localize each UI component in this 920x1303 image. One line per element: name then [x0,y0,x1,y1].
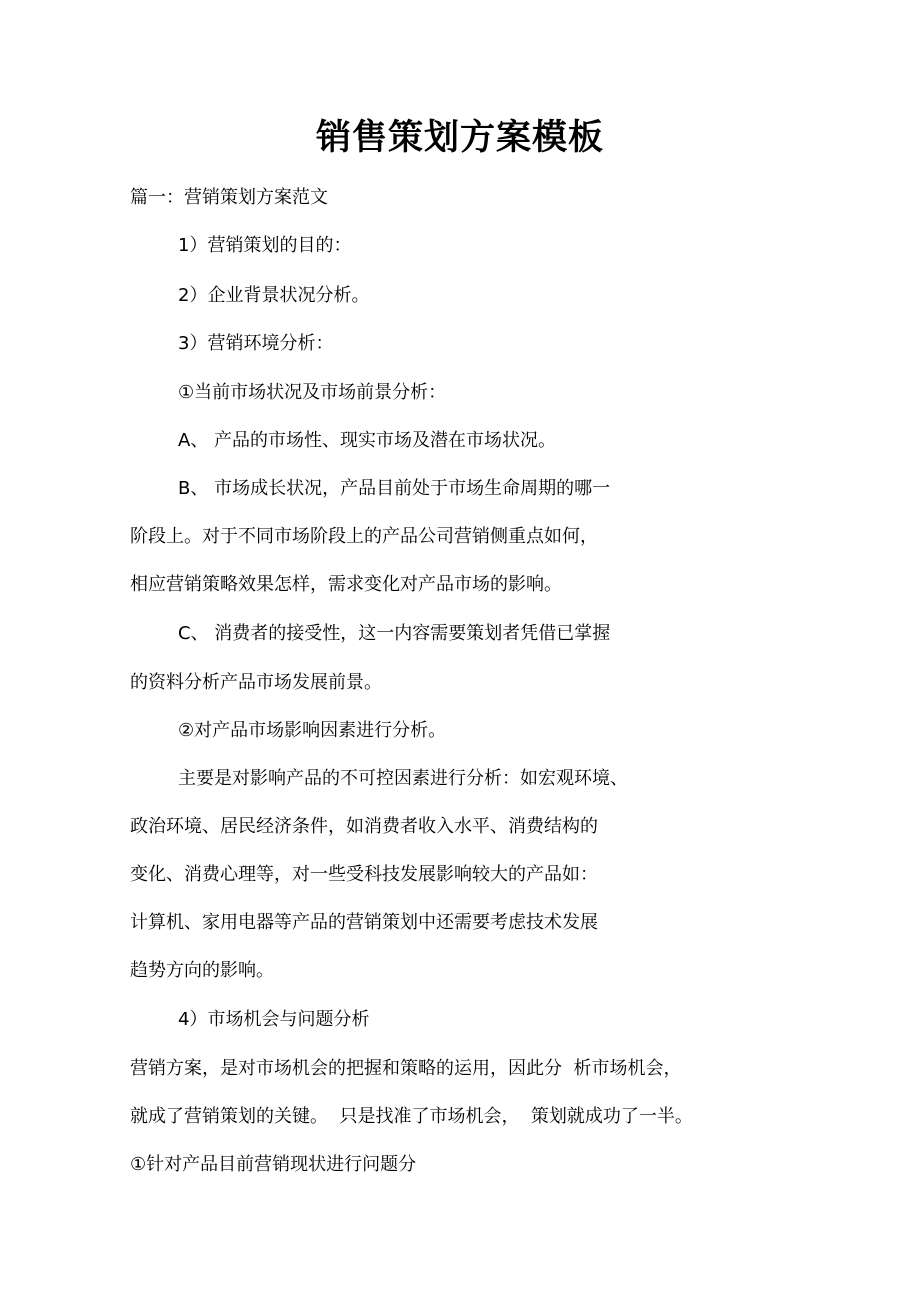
paragraph-line: 趋势方向的影响。 [130,960,274,981]
paragraph-line: ②对产品市场影响因素进行分析。 [178,720,447,741]
paragraph-line: ①当前市场状况及市场前景分析： [178,382,447,403]
paragraph-line: 计算机、家用电器等产品的营销策划中还需要考虑技术发展 [130,912,598,933]
document-title: 销售策划方案模板 [315,118,604,158]
paragraph-line: 政治环境、居民经济条件，如消费者收入水平、消费结构的 [130,816,598,837]
paragraph-line: 3）营销环境分析： [178,333,334,354]
paragraph-line: 就成了营销策划的关键。 只是找准了市场机会， 策划就成功了一半。 [130,1106,693,1127]
paragraph-line: 4）市场机会与问题分析 [178,1009,370,1030]
paragraph-line: 营销方案，是对市场机会的把握和策略的运用，因此分 析市场机会， [130,1058,682,1079]
paragraph-line: ①针对产品目前营销现状进行问题分 [130,1154,417,1175]
paragraph-line: 1）营销策划的目的： [178,235,352,256]
paragraph-line: 阶段上。对于不同市场阶段上的产品公司营销侧重点如何， [130,526,598,547]
paragraph-line: 2）企业背景状况分析。 [178,285,370,306]
paragraph-line: A、 产品的市场性、现实市场及潜在市场状况。 [178,430,557,451]
paragraph-line: C、 消费者的接受性，这一内容需要策划者凭借已掌握 [178,623,611,644]
paragraph-line: 相应营销策略效果怎样，需求变化对产品市场的影响。 [130,574,562,595]
paragraph-line: B、 市场成长状况，产品目前处于市场生命周期的哪一 [178,478,611,499]
paragraph-line: 的资料分析产品市场发展前景。 [130,672,382,693]
paragraph-line: 主要是对影响产品的不可控因素进行分析：如宏观环境、 [178,768,628,789]
paragraph-line: 变化、消费心理等，对一些受科技发展影响较大的产品如： [130,864,598,885]
section-heading: 篇一：营销策划方案范文 [130,187,328,208]
